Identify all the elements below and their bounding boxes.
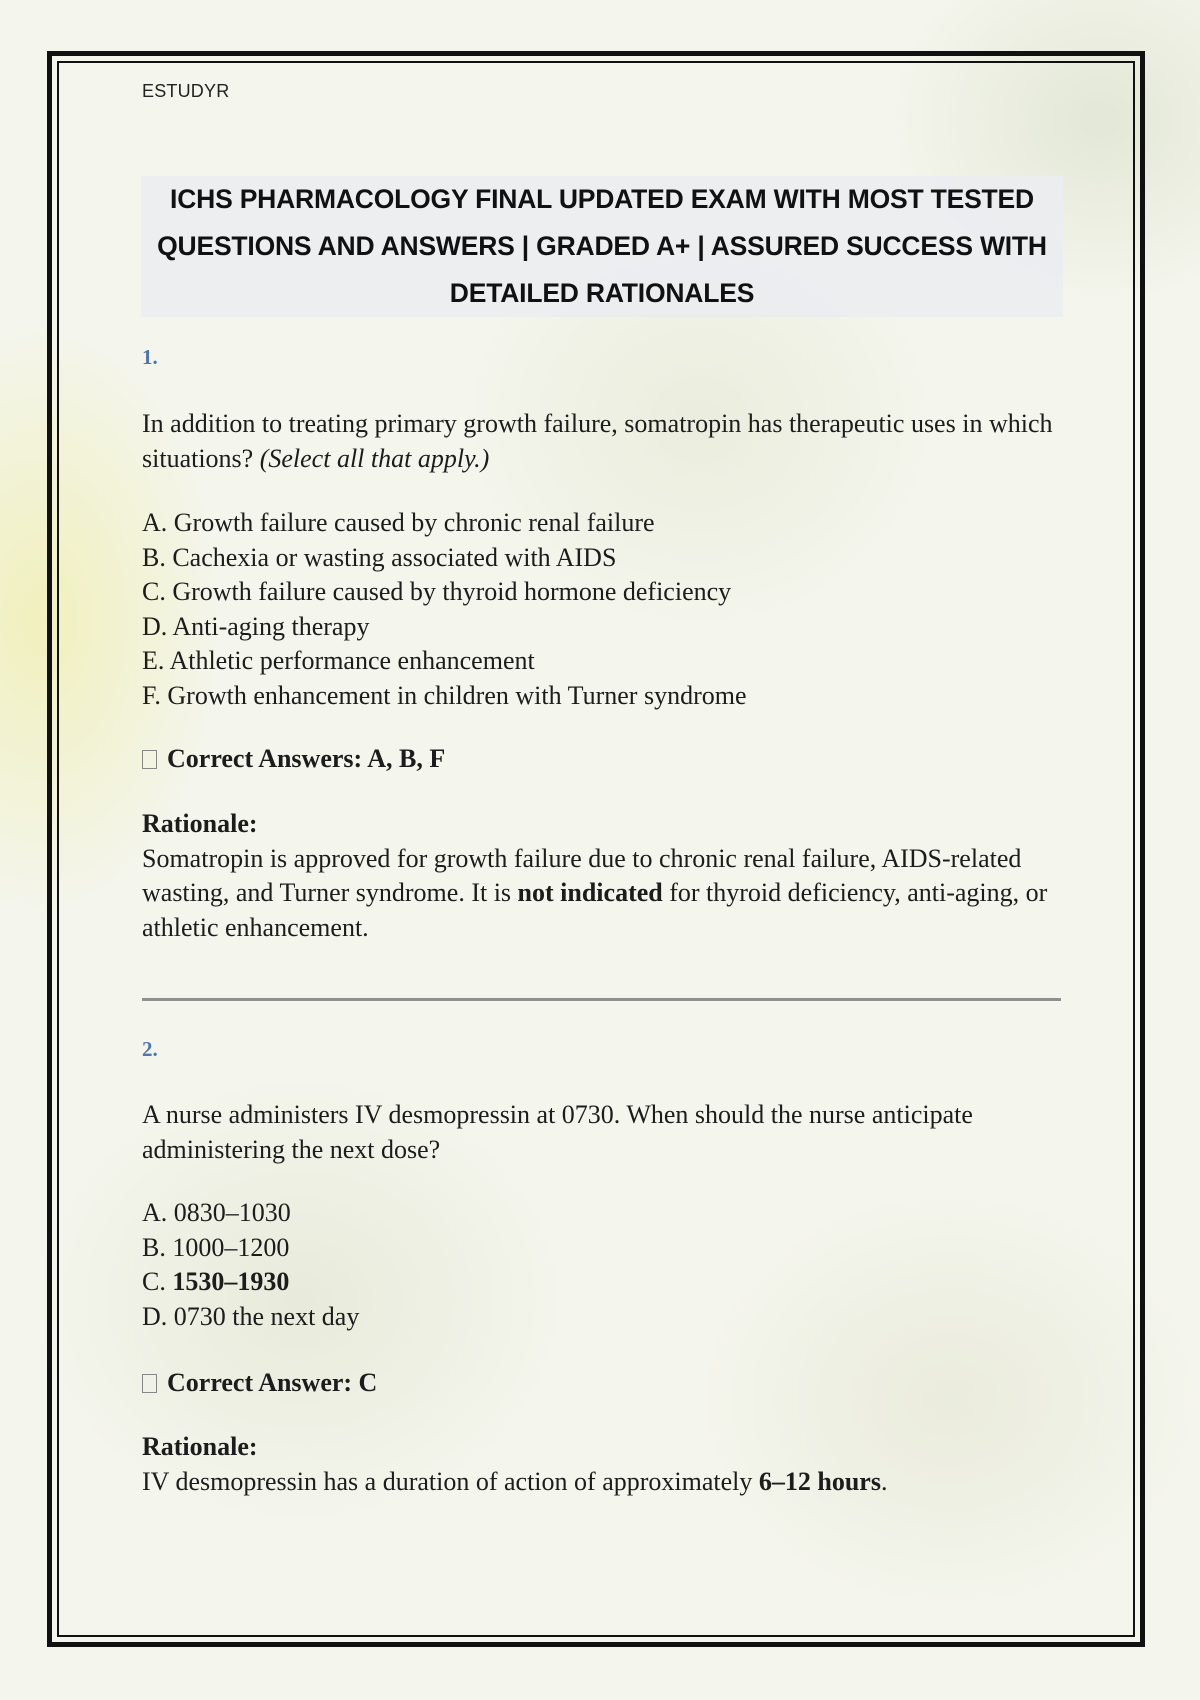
document-title: ICHS PHARMACOLOGY FINAL UPDATED EXAM WITH MOST TESTED QUESTIONS AND ANSWERS | GRADED A+ | ASSURED SUCCESS WITH DETAILED RATIONALES [157, 184, 1047, 308]
question-2-rationale-text-2: . [880, 1466, 888, 1496]
question-1-answer: Correct Answers: A, B, F [167, 744, 446, 773]
question-2-option-c [142, 1265, 1062, 1300]
checkbox-icon [142, 750, 157, 769]
question-2-rationale-bold: 6–12 hours [758, 1466, 881, 1496]
question-2-rationale-label: Rationale: [142, 1432, 258, 1461]
question-1-option-c: C. Growth failure caused by thyroid hormone deficiency [142, 577, 732, 606]
question-2-rationale [142, 1430, 1062, 1499]
question-1-option-b: B. Cachexia or wasting associated with AIDS [142, 542, 617, 572]
question-2-stem-text: A nurse administers IV desmopressin at 0730. When should the nurse anticipate administering the next dose? [142, 1100, 973, 1164]
question-1-number: 1. [142, 345, 158, 369]
question-2-options [142, 1196, 1062, 1334]
brand-header: ESTUDYR [142, 81, 230, 101]
question-1-option-e: E. Athletic performance enhancement [142, 646, 535, 675]
question-1-stem-note: (Select all that apply.) [259, 443, 490, 473]
question-1-rationale-label: Rationale: [142, 809, 258, 838]
question-2-rationale-text-1: IV desmopressin has a duration of action of approximately [142, 1466, 753, 1496]
question-1-rationale-bold: not indicated [517, 878, 663, 907]
question-1-answer-line [142, 742, 1062, 777]
question-2-option-b: B. 1000–1200 [142, 1232, 290, 1262]
question-2-option-a: A. 0830–1030 [142, 1198, 291, 1227]
question-1-option-a: A. Growth failure caused by chronic renal failure [142, 508, 655, 537]
title-banner [141, 176, 1063, 317]
question-1-stem-text: In addition to treating primary growth failure, somatropin has therapeutic uses in which situations? [142, 409, 1053, 473]
checkbox-icon [142, 1374, 157, 1393]
question-2-stem [142, 1098, 1062, 1167]
question-1-option-f: F. Growth enhancement in children with Turner syndrome [142, 680, 747, 710]
question-1-rationale-text-1: Somatropin is approved for growth failure due to chronic renal failure, AIDS-related wasting, and Turner syndrome. It is [142, 843, 1022, 907]
question-2-answer: Correct Answer: C [167, 1368, 378, 1397]
question-2-option-c-prefix: C. [142, 1267, 166, 1296]
question-2-answer-line [142, 1366, 1062, 1401]
question-1-option-d: D. Anti-aging therapy [142, 611, 370, 641]
section-divider [142, 998, 1061, 1001]
question-2-option-c-value: 1530–1930 [172, 1267, 290, 1296]
question-1-stem [142, 407, 1062, 476]
question-1-options [142, 506, 1062, 713]
question-1-rationale [142, 807, 1062, 945]
question-2-option-d: D. 0730 the next day [142, 1301, 360, 1331]
question-1-rationale-text-2: for thyroid deficiency, anti-aging, or athletic enhancement. [142, 878, 1048, 942]
question-2-number: 2. [142, 1037, 158, 1061]
